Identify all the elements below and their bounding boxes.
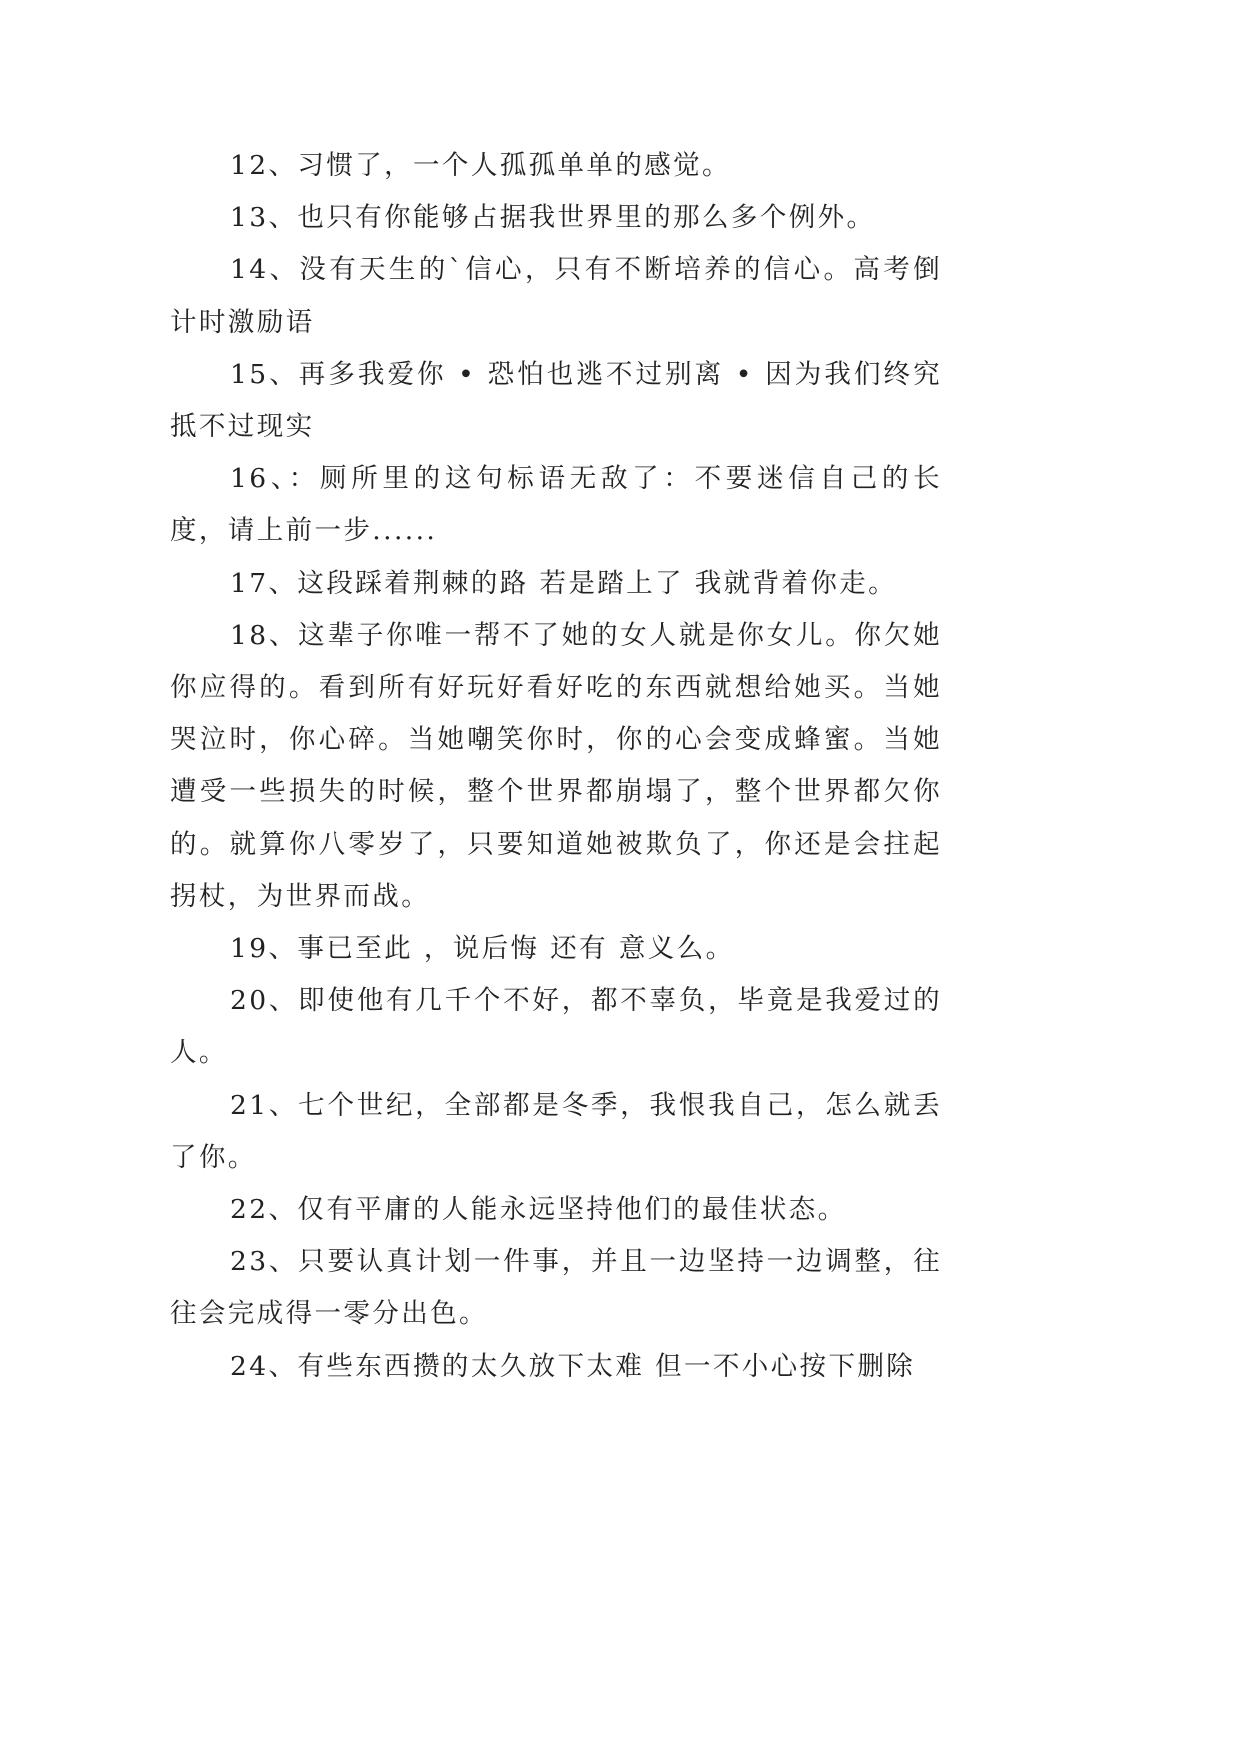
paragraph-14: 14、没有天生的`信心，只有不断培养的信心。高考倒计时激励语	[170, 254, 942, 338]
paragraph-12: 12、习惯了，一个人孤孤单单的感觉。	[230, 150, 731, 181]
paragraph-22: 22、仅有平庸的人能永远坚持他们的最佳状态。	[230, 1194, 847, 1226]
paragraph-19: 19、事已至此 ，说后悔 还有 意义么。	[230, 933, 735, 965]
paragraph-21: 21、七个世纪，全部都是冬季，我恨我自己，怎么就丢了你。	[170, 1089, 942, 1173]
paragraph-23: 23、只要认真计划一件事，并且一边坚持一边调整，往往会完成得一零分出色。	[170, 1246, 942, 1330]
paragraph-13: 13、也只有你能够占据我世界里的那么多个例外。	[230, 202, 876, 234]
paragraph-16: 16、：厕所里的这句标语无敌了：不要迷信自己的长度，请上前一步......	[170, 463, 942, 547]
paragraph-24: 24、有些东西攒的太久放下太难 但一不小心按下删除	[230, 1350, 916, 1382]
paragraph-20: 20、即使他有几千个不好，都不辜负，毕竟是我爱过的人。	[170, 985, 942, 1069]
document-body	[170, 140, 942, 1393]
paragraph-15: 15、再多我爱你 • 恐怕也逃不过别离 • 因为我们终究抵不过现实	[170, 358, 942, 443]
paragraph-17: 17、这段踩着荆棘的路 若是踏上了 我就背着你走。	[230, 567, 898, 599]
paragraph-18: 18、这辈子你唯一帮不了她的女人就是你女儿。你欠她你应得的。看到所有好玩好看好吃的东西就想给她买。当她哭泣时，你心碎。当她嘲笑你时，你的心会变成蜂蜜。当她遭受一些损失的时候，整个世界都崩塌了，整个世界都欠你的。就算你八零岁了，只要知道她被欺负了，你还是会拄起拐杖，为世界而战。	[170, 619, 942, 912]
